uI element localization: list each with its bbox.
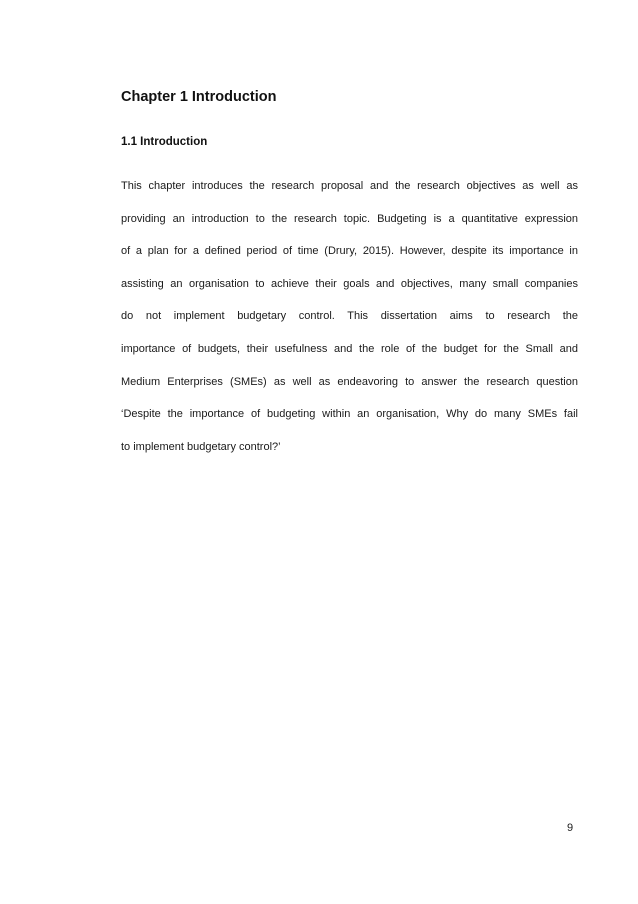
page-number: 9	[567, 822, 574, 834]
paragraph-line: ‘Despite the importance of budgeting within an organisation, Why do many SMEs fail	[121, 408, 578, 421]
paragraph-line: Medium Enterprises (SMEs) as well as endeavoring to answer the research question	[121, 375, 578, 388]
paragraph-line: assisting an organisation to achieve their goals and objectives, many small companies	[121, 277, 578, 290]
paragraph-line: This chapter introduces the research proposal and the research objectives as well as	[121, 180, 578, 192]
section-heading: 1.1 Introduction	[121, 136, 208, 148]
paragraph-line: providing an introduction to the research topic. Budgeting is a quantitative expression	[121, 212, 578, 225]
chapter-title: Chapter 1 Introduction	[121, 89, 277, 105]
body-paragraph	[121, 170, 578, 463]
paragraph-line: do not implement budgetary control. This dissertation aims to research the	[121, 310, 578, 323]
paragraph-line: importance of budgets, their usefulness and the role of the budget for the Small and	[121, 342, 578, 355]
paragraph-line: to implement budgetary control?’	[121, 440, 281, 453]
paragraph-line: of a plan for a defined period of time (Drury, 2015). However, despite its importance in	[121, 245, 578, 258]
